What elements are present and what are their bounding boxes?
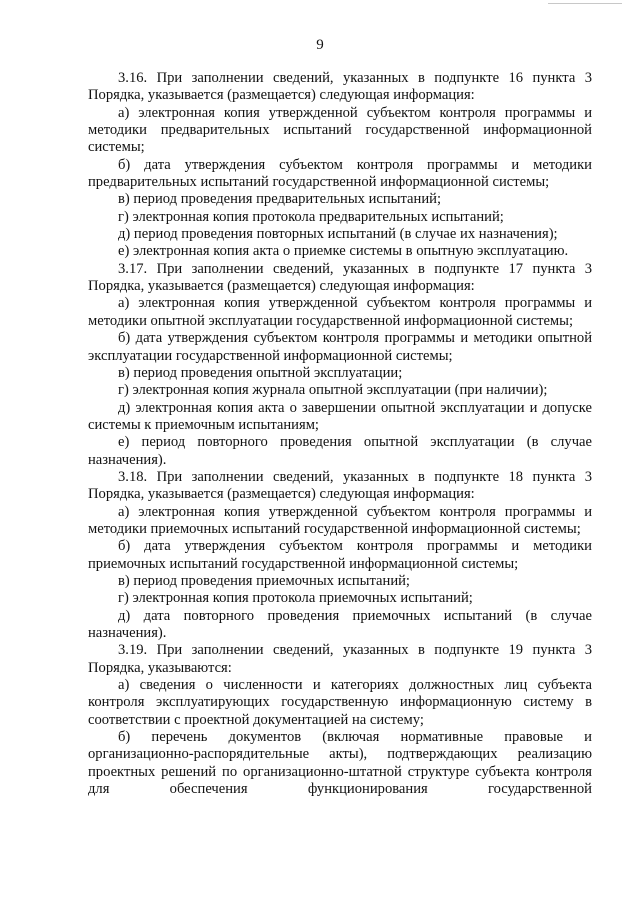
- list-item-3-17-e: е) период повторного проведения опытной эксплуатации (в случае назначения).: [88, 434, 592, 468]
- list-item-3-17-d: д) электронная копия акта о завершении опытной эксплуатации и допуске системы к приемочным испытаниям;: [88, 399, 592, 433]
- list-item-3-16-g: г) электронная копия протокола предварительных испытаний;: [118, 208, 504, 225]
- list-item-3-16-a: а) электронная копия утвержденной субъектом контроля программы и методики предварительных испытаний государственной информационной системы;: [88, 104, 592, 156]
- list-item-3-16-v: в) период проведения предварительных испытаний;: [118, 191, 441, 208]
- list-item-3-18-g: г) электронная копия протокола приемочных испытаний;: [118, 590, 473, 607]
- list-item-3-18-v: в) период проведения приемочных испытаний;: [118, 572, 410, 589]
- list-item-3-18-b: б) дата утверждения субъектом контроля программы и методики приемочных испытаний государственной информационной системы;: [88, 538, 592, 572]
- paragraph-3-18-intro: 3.18. При заполнении сведений, указанных в подпункте 18 пункта 3 Порядка, указывается (размещается) следующая информация:: [88, 468, 592, 503]
- list-item-3-17-g: г) электронная копия журнала опытной эксплуатации (при наличии);: [118, 382, 548, 399]
- paragraph-3-16-intro: 3.16. При заполнении сведений, указанных в подпункте 16 пункта 3 Порядка, указывается (размещается) следующая информация:: [88, 70, 592, 104]
- list-item-3-17-b: б) дата утверждения субъектом контроля программы и методики опытной эксплуатации государственной информационной системы;: [88, 330, 592, 364]
- paragraph-3-17-intro: 3.17. При заполнении сведений, указанных в подпункте 17 пункта 3 Порядка, указывается (размещается) следующая информация:: [88, 260, 592, 295]
- list-item-3-17-a: а) электронная копия утвержденной субъектом контроля программы и методики опытной эксплуатации государственной информационной системы;: [88, 295, 592, 329]
- list-item-3-17-v: в) период проведения опытной эксплуатации;: [118, 364, 403, 381]
- list-item-3-19-a: а) сведения о численности и категориях должностных лиц субъекта контроля эксплуатирующих государственную информационную систему в соответствии с проектной документацией на систему;: [88, 677, 592, 728]
- top-edge-rule: [548, 3, 622, 4]
- document-body: [88, 70, 592, 798]
- list-item-3-19-b: б) перечень документов (включая нормативные правовые и организационно-распорядительные акты), подтверждающих реализацию проектных решений по организационно-штатной структуре субъекта контроля для обеспечения функционирования государственной: [88, 729, 592, 798]
- list-item-3-16-b: б) дата утверждения субъектом контроля программы и методики предварительных испытаний государственной информационной системы;: [88, 156, 592, 191]
- list-item-3-18-d: д) дата повторного проведения приемочных испытаний (в случае назначения).: [88, 607, 592, 641]
- list-item-3-18-a: а) электронная копия утвержденной субъектом контроля программы и методики приемочных испытаний государственной информационной системы;: [88, 503, 592, 537]
- list-item-3-16-d: д) период проведения повторных испытаний (в случае их назначения);: [118, 226, 558, 243]
- paragraph-3-19-intro: 3.19. При заполнении сведений, указанных в подпункте 19 пункта 3 Порядка, указываются:: [88, 642, 592, 676]
- list-item-3-16-e: е) электронная копия акта о приемке системы в опытную эксплуатацию.: [118, 243, 569, 260]
- page-number: 9: [316, 37, 324, 53]
